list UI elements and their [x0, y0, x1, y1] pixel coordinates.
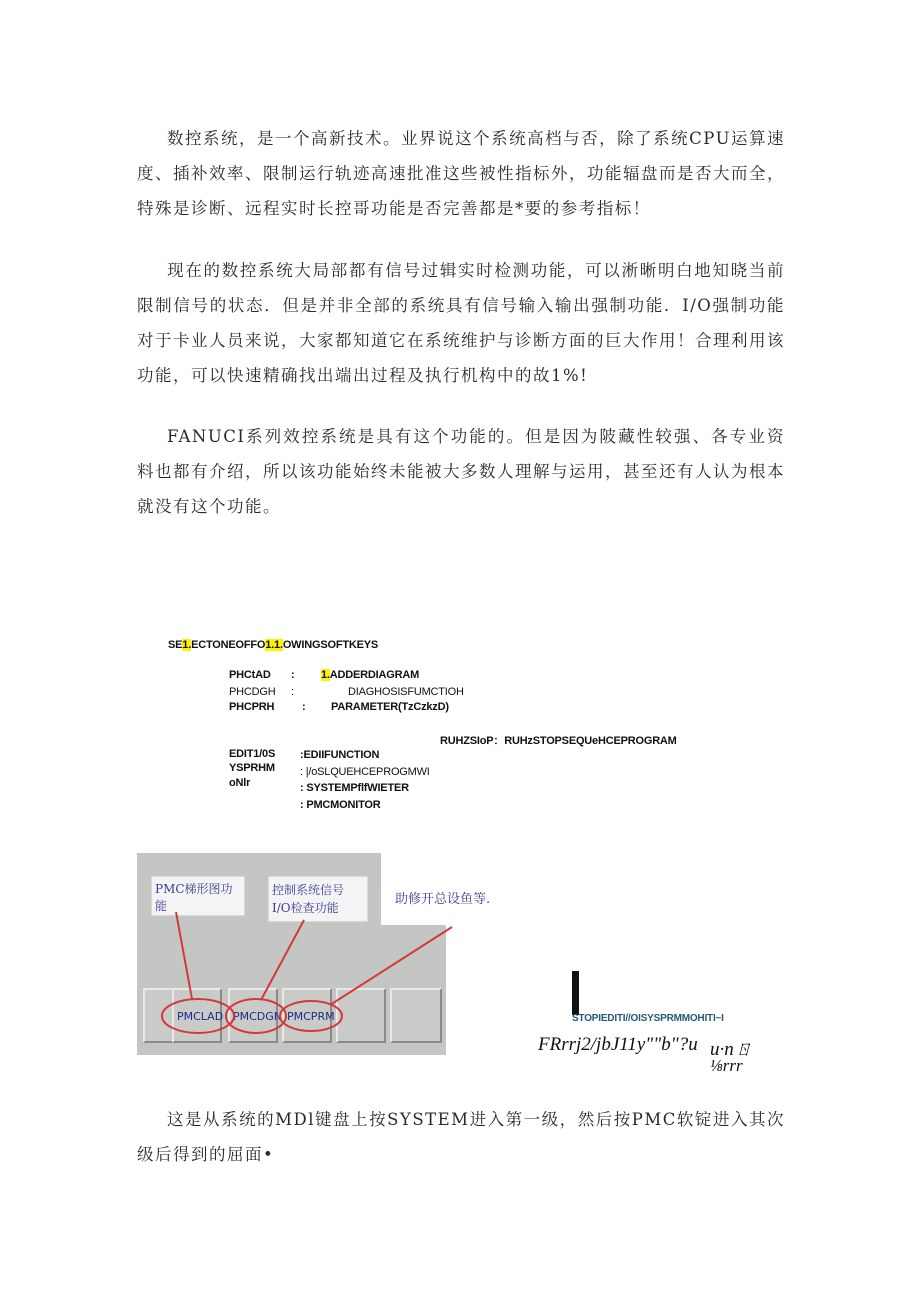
menu-header-part: ECTONEOFFO	[191, 639, 266, 651]
caption-box-io	[268, 876, 368, 922]
softkey-empty-4[interactable]	[336, 988, 386, 1043]
menu-row-sep: :	[302, 701, 306, 713]
paragraph-4	[137, 1102, 785, 1172]
paragraph-3-text: FANUCI系列效控系统是具有这个功能的。但是因为陂藏性较强、各专业资料也都有介绍，所以该功能始终未能被大多数人理解与运用，甚至还有人认为根本就没有这个功能。	[137, 427, 785, 516]
menu-header-part: SE	[168, 639, 183, 651]
garbled-line-2: FRrrj2/jbJ11y""b"?u	[538, 1034, 698, 1055]
caption-io-line2: I/O检查功能	[272, 901, 339, 915]
caption-io-line1: 控制系统信号	[272, 883, 345, 897]
menu-header-highlight: 1.	[182, 639, 192, 651]
menu-row-key: PHCPRH	[229, 701, 275, 713]
menu-row-sep: :	[291, 669, 295, 681]
garbled-line-4: ⅛rrr	[710, 1056, 743, 1075]
menu-left-key: oNlr	[229, 777, 251, 789]
paragraph-4-text: 这是从系统的MDl键盘上按SYSTEM进入第一级，然后按PMC软锭进入其次级后得到的屈面•	[137, 1110, 785, 1164]
garbled-line-3: u·nㄖ	[710, 1039, 753, 1060]
paragraph-2-text: 现在的数控系统大局部都有信号过辑实时检测功能，可以淅晰明白地知晓当前限制信号的状态．但是并非全部的系统具有信号输入输出强制功能．I/O强制功能对于卡业人员来说，大家都知道它在系统维护与诊断方面的巨大作用！合理利用该功能，可以快速精确找出端出过程及执行机构中的故1%!	[137, 261, 785, 385]
softkey-pmclad[interactable]	[172, 988, 222, 1043]
paragraph-1-text: 数控系统，是一个高新技术。业界说这个系统高档与否，除了系统CPU运算速度、插补效率、限制运行轨迹高速批准这些被性指标外，功能辐盘而是否大而全，特殊是诊断、远程实时长控哥功能是否完善都是*要的参考指标！	[137, 129, 785, 218]
menu-row-value: PARAMETER(TzCzkzD)	[331, 701, 449, 713]
softkey-label: PMCDGN	[233, 1010, 283, 1023]
menu-row-highlight: 1.	[321, 669, 330, 681]
paragraph-3	[137, 419, 785, 524]
menu-row-sep: :	[291, 686, 294, 698]
softkey-label: PMCPRM	[287, 1010, 335, 1023]
caption-box-ladder	[151, 876, 245, 916]
menu-row-value: DIAGHOSISFUMCTIOH	[348, 686, 464, 698]
menu-right-item: :EDIIFUNCTION	[300, 749, 380, 761]
menu-row-value	[321, 669, 419, 681]
menu-right-item: : SYSTEMPflfWIETER	[300, 782, 409, 794]
menu-right-item: : PMCMONITOR	[300, 799, 381, 811]
menu-header-part: OWINGSOFTKEYS	[282, 639, 379, 651]
menu-row-value-text: ADDERDIAGRAM	[329, 669, 420, 681]
garbled-line-1: STOPIEDITI//OISYSPRMMOHITI~I	[572, 1013, 724, 1024]
menu-left-key: YSPRHM	[229, 762, 275, 774]
caption-maintenance: 助修开总设鱼等.	[395, 892, 491, 907]
vertical-bar	[572, 971, 579, 1015]
paragraph-2	[137, 253, 785, 393]
menu-ruhz-line: RUHZSIoP：RUHzSTOPSEQUeHCEPROGRAM	[440, 735, 677, 747]
softkey-pmcprm[interactable]	[282, 988, 335, 1043]
softkey-pmcdgn[interactable]	[228, 988, 283, 1043]
menu-row-key: PHCDGH	[229, 686, 276, 698]
menu-header	[168, 639, 378, 651]
paragraph-1	[137, 121, 785, 226]
menu-left-key: EDIT1/0S	[229, 748, 276, 760]
menu-row-key: PHCtAD	[229, 669, 271, 681]
menu-right-item: : |/oSLQUEHCEPROGMWI	[300, 766, 430, 778]
softkey-label: PMCLAD	[177, 1010, 224, 1023]
softkey-empty-5[interactable]	[390, 988, 442, 1043]
menu-header-highlight: 1.1.	[265, 639, 283, 651]
caption-ladder: PMC梯形图功能	[155, 882, 233, 913]
